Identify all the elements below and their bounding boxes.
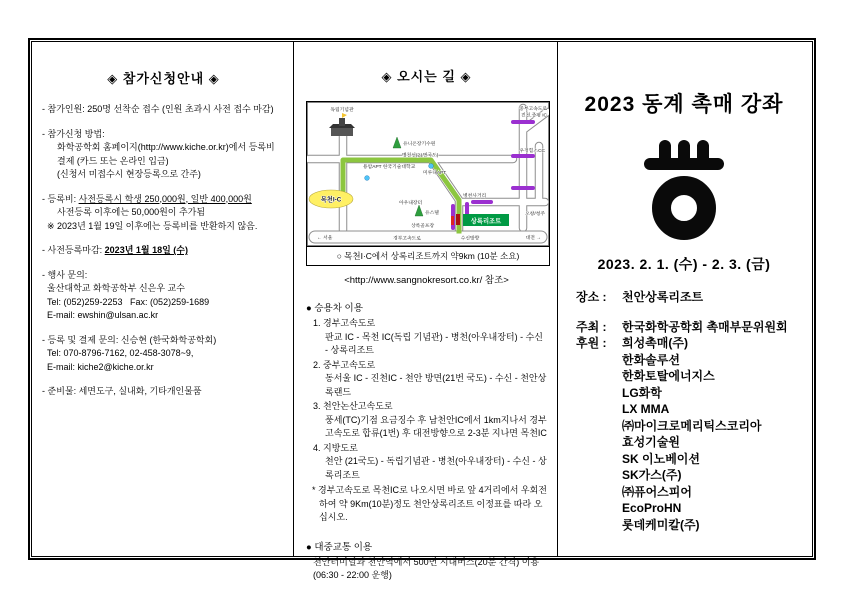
event-panel <box>557 42 810 556</box>
route-item <box>306 359 547 400</box>
ochang-label: 오창/청주 <box>525 212 545 217</box>
logo-crown-bar <box>644 158 724 170</box>
route-description: 천안 (21국도) - 독립기념관 - 병천(아우내장터) - 수신 - 상록리조트 <box>325 456 547 480</box>
jungbu-ic-label: 진천,증평 IC <box>521 113 547 119</box>
route-item <box>306 317 547 358</box>
registration-panel <box>32 42 293 556</box>
sponsor-item: 한화솔루션 <box>622 352 680 367</box>
sponsor-row <box>576 335 804 533</box>
route-name: 천안논산고속도로 <box>323 401 393 411</box>
union-label: 유니온장기수원 <box>403 142 436 147</box>
resort-website-reference: <http://www.sangnokresort.co.kr/ 참조> <box>344 275 509 286</box>
route-description: 판교 IC - 목천 IC(독립 기념관) - 병천(아우내장터) - 수신 - 상록리조트 <box>325 331 543 355</box>
venue-value: 천안상록리조트 <box>622 290 704 304</box>
public-transit-section <box>306 539 547 583</box>
event-dates: 2023. 2. 1. (수) - 2. 3. (금) <box>597 256 771 272</box>
logo-ring <box>652 176 716 240</box>
deadline-label: - 사전등록마감: <box>42 245 105 255</box>
route-number: 1. <box>313 318 321 328</box>
route-name: 경부고속도로 <box>323 318 376 328</box>
supplies-line: - 준비물: 세면도구, 실내화, 기타개인물품 <box>42 386 202 396</box>
location-map <box>306 101 550 266</box>
sponsor-item: SK가스(주) <box>622 468 682 482</box>
mokcheon-ic-label: 목천I-C <box>320 196 342 204</box>
route-name: 중부고속도로 <box>323 359 376 370</box>
independence-hall-label: 독립기념관 <box>330 108 354 113</box>
payment-contact-line: - 등록 및 결제 문의: 신승현 (한국화학공학회) <box>42 334 217 345</box>
event-contact-email: E-mail: ewshin@ulsan.ac.kr <box>47 310 159 320</box>
fee-label: - 등록비: <box>42 193 79 204</box>
route-name: 지방도로 <box>323 442 358 453</box>
daejeon-direction-label: 대전 → <box>525 236 541 241</box>
resort-label: 상록리조트 <box>470 218 502 225</box>
miru-apt-label: 미루내APT <box>423 171 447 176</box>
apply-method-detail: 화학공학회 홈페이지(http://www.kiche.or.kr)에서 등록비 <box>57 142 275 152</box>
sponsor-item: SK 이노베이션 <box>622 451 700 466</box>
fee-amounts: 사전등록시 학생 250,000원, 일반 400,000원 <box>78 193 252 204</box>
sponsor-item: LX MMA <box>622 402 670 416</box>
sponsor-item: 희성촉매(주) <box>622 336 688 350</box>
deadline-date: 2023년 1월 18일 (수) <box>104 245 188 255</box>
host-row <box>576 319 804 336</box>
route-description: 풍세(TC)기점 요금징수 후 남천안IC에서 1km지나서 경부고속도로 합류(1번) 후 대전방향으로 2-3분 지나면 목천IC <box>325 414 547 438</box>
map-drawing <box>307 102 549 246</box>
deadline-line <box>42 244 285 258</box>
venue-label: 장소 : <box>576 290 607 304</box>
event-contact-line: - 행사 문의: <box>42 269 88 280</box>
hostel-label: 유스텔 <box>425 211 439 216</box>
route-number: 4. <box>313 442 321 453</box>
gyeongbu-label: 경부고속도로 <box>393 236 421 242</box>
directions-title: ◈ 오시는 길 ◈ <box>381 69 472 84</box>
apply-method-detail: (신청서 미접수시 현장등록으로 간주) <box>57 169 201 179</box>
venue-row <box>576 289 804 306</box>
directions-panel <box>293 42 557 580</box>
attendee-count-line: - 참가인원: 250명 선착순 접수 (인원 초과시 사전 접수 마감) <box>42 104 274 114</box>
transit-description: 천안터미널과 천안역에서 500번 시내버스(20분 간격) 이용 (06:30 - 22:00 운행) <box>313 556 540 580</box>
susin-direction-label: 수신방향 <box>460 236 480 242</box>
fountain-icon <box>429 164 434 169</box>
transit-header: ● 대중교통 이용 <box>306 541 373 553</box>
aunae-label: 아우내장터 <box>399 201 423 206</box>
registration-title: ◈ 참가신청안내 ◈ <box>107 71 220 86</box>
catalysis-society-logo <box>642 136 726 240</box>
seoul-direction-label: ← 서울 <box>317 236 333 241</box>
route-item <box>306 442 547 483</box>
sponsor-list <box>622 335 762 533</box>
jungbu-expwy-label: 중부고속도로 <box>519 107 547 112</box>
fountain-icon <box>365 176 370 181</box>
yongam-apt-label: 용암APT 한국기술대학교 <box>363 165 416 170</box>
sponsor-item: 한화토탈에너지스 <box>622 369 715 383</box>
byeongcheon-line-label: 병천선(21번국도) <box>402 153 439 159</box>
sponsor-label: 후원 : <box>576 336 607 350</box>
map-caption: ○ 목천I·C에서 상록리조트까지 약9km (10분 소요) <box>307 246 549 265</box>
event-contact-tel: Tel: (052)259-2253 Fax: (052)259-1689 <box>47 296 210 307</box>
sponsor-item: EcoProHN <box>622 501 682 515</box>
fee-surcharge-line: 사전등록 이후에는 50,000원이 추가됨 <box>57 207 206 217</box>
sponsor-item: 효성기술원 <box>622 435 680 449</box>
payment-contact-tel: Tel: 070-8796-7162, 02-458-3078~9, <box>47 348 194 358</box>
route-item <box>306 400 547 441</box>
refund-policy-line: ※ 2023년 1월 19일 이후에는 등록비를 반환하지 않음. <box>47 220 258 231</box>
crossing-label: 병천사거리 <box>463 194 487 199</box>
route-description: 동서울 IC - 진천IC - 천안 방면(21번 국도) - 수신 - 천안상록랜드 <box>325 373 547 397</box>
sponsor-item: 롯데케미칼(주) <box>622 517 700 532</box>
host-label: 주최 : <box>576 319 607 334</box>
event-contact-name: 울산대학교 화학공학부 신은우 교수 <box>47 283 185 293</box>
host-value: 한국화학공학회 촉매부문위원회 <box>622 319 788 334</box>
event-title: 2023 동계 촉매 강좌 <box>584 93 784 116</box>
page-border-frame <box>28 38 816 580</box>
fee-line <box>42 193 285 207</box>
sponsor-item: LG화학 <box>622 385 662 400</box>
sponsor-item: ㈜퓨어스피어 <box>622 484 692 499</box>
route-number: 3. <box>313 401 321 411</box>
apply-method-line: - 참가신청 방법: <box>42 128 105 139</box>
woojung-label: 우정힐스CC <box>519 149 545 154</box>
by-car-header: ● 승용차 이용 <box>306 303 363 314</box>
driving-note: * 경부고속도로 목천IC로 나오시면 바로 앞 4거리에서 우회전하여 약 9Km(10분)정도 천안상록리조트 이정표를 따라 오십시오. <box>312 485 547 522</box>
resort-flag-icon <box>451 216 454 225</box>
route-number: 2. <box>313 359 321 370</box>
sponsor-item: ㈜마이크로메리틱스코리아 <box>622 418 762 433</box>
payment-contact-email: E-mail: kiche2@kiche.or.kr <box>47 361 154 372</box>
event-info <box>564 289 804 533</box>
apply-method-detail: 결제 (카드 또는 온라인 입금) <box>57 155 169 166</box>
golf-label: 상록골프장 <box>411 224 435 229</box>
resort-flag-icon <box>456 214 460 225</box>
